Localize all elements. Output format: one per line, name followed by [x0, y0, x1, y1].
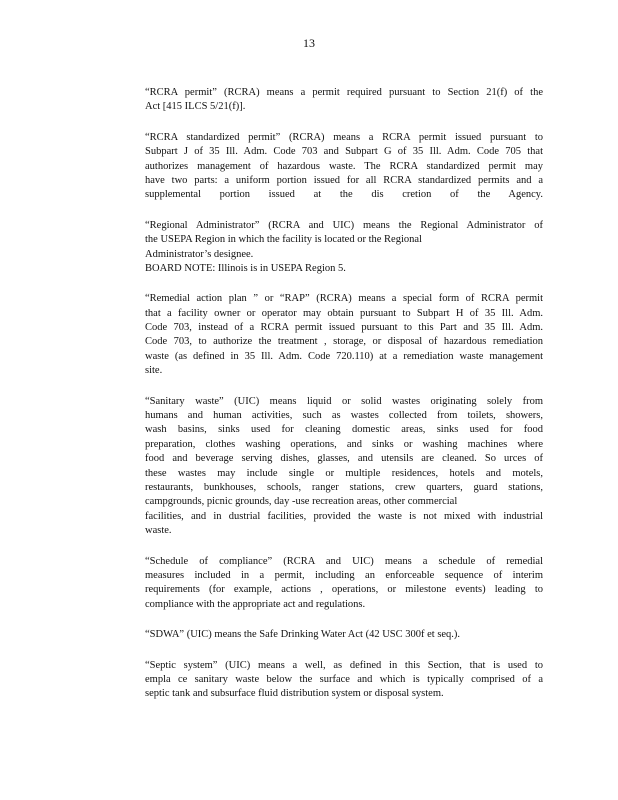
text-line: septic tank and subsurface fluid distribution system or disposal system. [145, 688, 444, 700]
paragraph-gap [145, 203, 543, 219]
text-line: facilities, and in dustrial facilities, provided the waste is not mixed with industrial [145, 510, 543, 522]
definition-paragraph [145, 628, 543, 642]
definition-paragraph [145, 292, 543, 378]
text-line: waste (as defined in 35 Ill. Adm. Code 720.110) at a remediation waste management [145, 350, 543, 362]
text-line: authorizes management of hazardous waste. The RCRA standardized permit may [145, 160, 543, 172]
text-line: restaurants, bunkhouses, schools, ranger stations, crew quarters, guard stations, [145, 481, 543, 493]
text-line: waste. [145, 525, 172, 537]
text-line: these wastes may include single or multiple residences, hotels and motels, [145, 467, 543, 479]
text-line: wash basins, sinks used for cleaning domestic areas, sinks used for food [145, 424, 543, 436]
text-line: empla ce sanitary waste below the surface and which is typically comprised of a [145, 673, 543, 685]
text-line: supplemental portion issued at the dis cretion of the Agency. [145, 189, 543, 201]
text-line: BOARD NOTE: Illinois is in USEPA Region 5. [145, 262, 346, 274]
paragraph-gap [145, 115, 543, 131]
definition-paragraph [145, 219, 543, 277]
paragraph-gap [145, 643, 543, 659]
text-line: Code 703, to authorize the treatment , storage, or disposal of hazardous remediation [145, 336, 543, 348]
definition-paragraph [145, 86, 543, 115]
text-line: site. [145, 365, 163, 377]
text-line: Code 703, instead of a RCRA permit issued pursuant to this Part and 35 Ill. Adm. [145, 322, 543, 334]
text-line: food and beverage serving dishes, glasses, and utensils are cleaned. So urces of [145, 453, 543, 465]
text-line: have two parts: a uniform portion issued for all RCRA standardized permits and a [145, 174, 543, 186]
text-line: compliance with the appropriate act and regulations. [145, 598, 366, 610]
paragraph-gap [145, 379, 543, 395]
definition-paragraph [145, 395, 543, 539]
paragraph-gap [145, 539, 543, 555]
page-number: 13 [303, 36, 315, 50]
text-line: campgrounds, picnic grounds, day -use recreation areas, other commercial [145, 496, 458, 508]
definition-paragraph [145, 131, 543, 203]
text-line: preparation, clothes washing operations, and sinks or washing machines where [145, 438, 543, 450]
paragraph-gap [145, 276, 543, 292]
text-line: humans and human activities, such as wastes collected from toilets, showers, [145, 410, 543, 422]
text-line: “Sanitary waste” (UIC) means liquid or solid wastes originating solely from [145, 395, 543, 407]
text-line: “Regional Administrator” (RCRA and UIC) means the Regional Administrator of [145, 219, 543, 231]
text-line: Act [415 ILCS 5/21(f)]. [145, 101, 246, 113]
document-body [145, 86, 543, 702]
text-line: “Septic system” (UIC) means a well, as defined in this Section, that is used to [145, 659, 543, 671]
text-line: “RCRA permit” (RCRA) means a permit required pursuant to Section 21(f) of the [145, 87, 543, 98]
text-line: Administrator’s designee. [145, 248, 254, 260]
text-line: requirements (for example, actions , operations, or milestone events) leading to [145, 584, 543, 596]
text-line: measures included in a permit, including an enforceable sequence of interim [145, 569, 543, 581]
text-line: Subpart J of 35 Ill. Adm. Code 703 and Subpart G of 35 Ill. Adm. Code 705 that [145, 146, 543, 158]
text-line: “Schedule of compliance” (RCRA and UIC) means a schedule of remedial [145, 555, 543, 567]
text-line: the USEPA Region in which the facility is located or the Regional [145, 234, 422, 246]
definition-paragraph [145, 555, 543, 613]
text-line: “SDWA” (UIC) means the Safe Drinking Water Act (42 USC 300f et seq.). [145, 629, 461, 641]
text-line: “Remedial action plan ” or “RAP” (RCRA) means a special form of RCRA permit [145, 293, 543, 305]
definition-paragraph [145, 659, 543, 702]
text-line: “RCRA standardized permit” (RCRA) means a RCRA permit issued pursuant to [145, 131, 543, 143]
paragraph-gap [145, 612, 543, 628]
text-line: that a facility owner or operator may obtain pursuant to Subpart H of 35 Ill. Adm. [145, 307, 543, 319]
